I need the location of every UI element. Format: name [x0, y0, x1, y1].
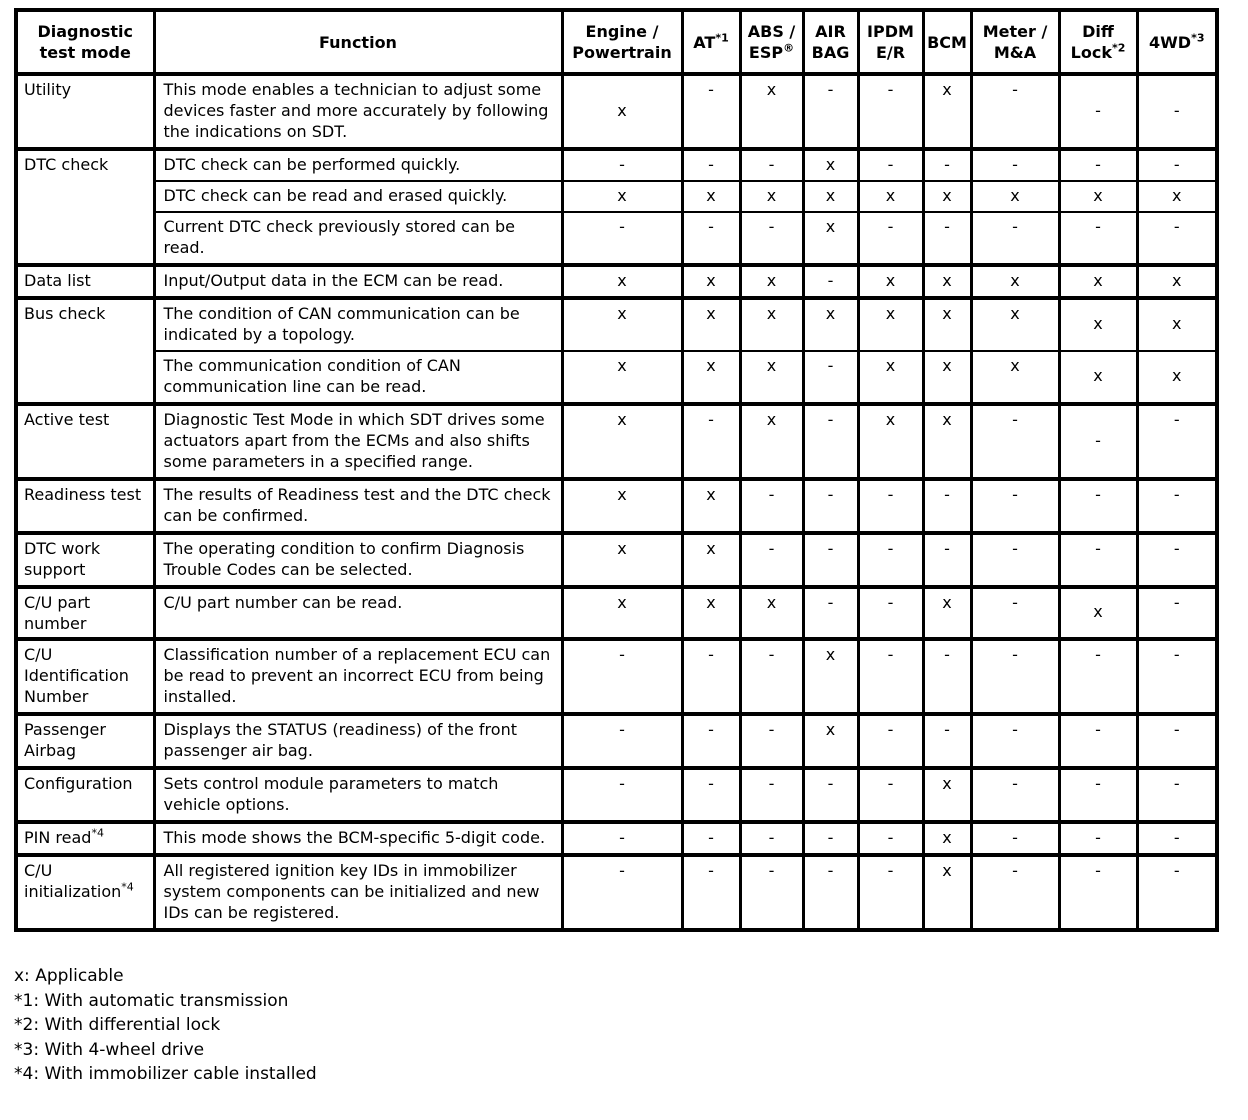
applicability-mark-cell: -: [971, 404, 1059, 479]
applicability-mark-cell: -: [682, 768, 740, 822]
function-cell: This mode shows the BCM-specific 5-digit code.: [154, 822, 562, 855]
applicability-mark-cell: -: [740, 822, 803, 855]
col-header-engine-powertrain: Engine / Powertrain: [562, 10, 682, 74]
applicability-mark-cell: x: [562, 479, 682, 533]
applicability-mark-cell: x: [1137, 181, 1217, 212]
applicability-mark-cell: x: [858, 265, 923, 298]
applicability-mark-cell: x: [923, 298, 971, 351]
applicability-mark-cell: x: [1137, 265, 1217, 298]
applicability-mark-cell: -: [858, 212, 923, 265]
applicability-mark-cell: x: [858, 298, 923, 351]
applicability-mark-cell: -: [971, 74, 1059, 149]
function-cell: The communication condition of CAN communication line can be read.: [154, 351, 562, 404]
mode-cell-configuration: Configuration: [16, 768, 154, 822]
applicability-mark-cell: x: [562, 533, 682, 587]
applicability-mark-cell: -: [1137, 768, 1217, 822]
applicability-mark-cell: -: [923, 714, 971, 768]
applicability-mark-cell: -: [803, 351, 858, 404]
col-header-diff-lock-2: Diff Lock$^{*2}$: [1059, 10, 1137, 74]
applicability-mark-cell: -: [682, 74, 740, 149]
applicability-mark-cell: -: [971, 587, 1059, 639]
col-header-air-bag: AIR BAG: [803, 10, 858, 74]
applicability-mark-cell: x: [740, 351, 803, 404]
applicability-mark-cell: -: [971, 639, 1059, 714]
mode-cell-c-u-identification-number: C/U Identification Number: [16, 639, 154, 714]
applicability-mark-cell: -: [858, 479, 923, 533]
col-header-function: Function: [154, 10, 562, 74]
applicability-mark-cell: -: [1137, 533, 1217, 587]
mode-cell-active-test: Active test: [16, 404, 154, 479]
applicability-mark-cell: x: [562, 298, 682, 351]
applicability-mark-cell: -: [562, 639, 682, 714]
applicability-mark-cell: -: [682, 404, 740, 479]
mode-cell-pin-read-4: PIN read$^{*4}$: [16, 822, 154, 855]
table-row: [16, 855, 1217, 930]
col-header-at-1: AT$^{*1}$: [682, 10, 740, 74]
header-row: [16, 10, 1217, 74]
table-row: [16, 639, 1217, 714]
applicability-mark-cell: -: [971, 149, 1059, 181]
applicability-mark-cell: -: [1137, 74, 1217, 149]
applicability-mark-cell: -: [1059, 714, 1137, 768]
applicability-mark-cell: -: [740, 212, 803, 265]
applicability-mark-cell: x: [1059, 265, 1137, 298]
applicability-mark-cell: -: [803, 404, 858, 479]
applicability-mark-cell: x: [803, 714, 858, 768]
legend: [14, 964, 1248, 1087]
legend-line-note2: *2: With differential lock: [14, 1015, 221, 1035]
applicability-mark-cell: -: [971, 855, 1059, 930]
applicability-mark-cell: -: [1137, 479, 1217, 533]
applicability-mark-cell: x: [682, 533, 740, 587]
applicability-mark-cell: -: [971, 533, 1059, 587]
applicability-mark-cell: x: [971, 265, 1059, 298]
applicability-mark-cell: -: [1137, 822, 1217, 855]
applicability-mark-cell: x: [562, 265, 682, 298]
applicability-mark-cell: -: [1059, 404, 1137, 479]
applicability-mark-cell: x: [562, 404, 682, 479]
applicability-mark-cell: -: [740, 714, 803, 768]
applicability-mark-cell: -: [1137, 855, 1217, 930]
applicability-mark-cell: x: [682, 265, 740, 298]
applicability-mark-cell: x: [803, 149, 858, 181]
applicability-mark-cell: -: [858, 822, 923, 855]
applicability-mark-cell: -: [803, 587, 858, 639]
applicability-mark-cell: x: [562, 351, 682, 404]
legend-line-applicable: x: Applicable: [14, 966, 124, 986]
function-cell: DTC check can be performed quickly.: [154, 149, 562, 181]
legend-line-note1: *1: With automatic transmission: [14, 990, 289, 1011]
function-cell: The operating condition to confirm Diagnosis Trouble Codes can be selected.: [154, 533, 562, 587]
table-row: [16, 404, 1217, 479]
applicability-mark-cell: -: [682, 149, 740, 181]
applicability-mark-cell: x: [923, 587, 971, 639]
applicability-mark-cell: -: [858, 855, 923, 930]
applicability-mark-cell: x: [923, 351, 971, 404]
mode-cell-dtc-check: DTC check: [16, 149, 154, 265]
applicability-mark-cell: x: [858, 181, 923, 212]
applicability-mark-cell: -: [740, 149, 803, 181]
diagnostic-test-mode-table: [14, 8, 1219, 932]
mode-cell-c-u-part-number: C/U part number: [16, 587, 154, 639]
applicability-mark-cell: -: [1059, 822, 1137, 855]
applicability-mark-cell: -: [1059, 533, 1137, 587]
applicability-mark-cell: -: [858, 587, 923, 639]
applicability-mark-cell: -: [562, 149, 682, 181]
applicability-mark-cell: x: [971, 181, 1059, 212]
table-row: [16, 351, 1217, 404]
col-header-ipdm-e-r: IPDM E/R: [858, 10, 923, 74]
applicability-mark-cell: -: [923, 533, 971, 587]
function-cell: This mode enables a technician to adjust some devices faster and more accurately by following the indications on SDT.: [154, 74, 562, 149]
applicability-mark-cell: x: [923, 74, 971, 149]
applicability-mark-cell: -: [740, 855, 803, 930]
applicability-mark-cell: -: [971, 479, 1059, 533]
applicability-mark-cell: -: [803, 822, 858, 855]
table-row: [16, 74, 1217, 149]
function-cell: C/U part number can be read.: [154, 587, 562, 639]
function-cell: Current DTC check previously stored can be read.: [154, 212, 562, 265]
legend-line-note4: *4: With immobilizer cable installed: [14, 1064, 317, 1084]
mode-cell-data-list: Data list: [16, 265, 154, 298]
function-cell: All registered ignition key IDs in immobilizer system components can be initialized and new IDs can be registered.: [154, 855, 562, 930]
table-row: [16, 149, 1217, 181]
applicability-mark-cell: -: [562, 822, 682, 855]
applicability-mark-cell: x: [971, 351, 1059, 404]
applicability-mark-cell: x: [803, 212, 858, 265]
applicability-mark-cell: -: [923, 212, 971, 265]
applicability-mark-cell: x: [562, 74, 682, 149]
table-row: [16, 587, 1217, 639]
applicability-mark-cell: x: [923, 265, 971, 298]
applicability-mark-cell: -: [1059, 639, 1137, 714]
table-row: [16, 533, 1217, 587]
mode-cell-c-u-initialization-4: C/U initialization$^{*4}$: [16, 855, 154, 930]
applicability-mark-cell: x: [740, 181, 803, 212]
applicability-mark-cell: x: [803, 298, 858, 351]
applicability-mark-cell: x: [562, 181, 682, 212]
applicability-mark-cell: -: [1059, 74, 1137, 149]
applicability-mark-cell: x: [1059, 351, 1137, 404]
mode-cell-dtc-work-support: DTC work support: [16, 533, 154, 587]
applicability-mark-cell: x: [682, 181, 740, 212]
applicability-mark-cell: -: [858, 639, 923, 714]
applicability-mark-cell: -: [923, 149, 971, 181]
applicability-mark-cell: x: [740, 587, 803, 639]
applicability-mark-cell: -: [803, 855, 858, 930]
table-row: [16, 768, 1217, 822]
applicability-mark-cell: -: [858, 768, 923, 822]
applicability-mark-cell: x: [562, 587, 682, 639]
applicability-mark-cell: x: [740, 298, 803, 351]
applicability-mark-cell: -: [923, 639, 971, 714]
applicability-mark-cell: x: [740, 74, 803, 149]
applicability-mark-cell: x: [923, 768, 971, 822]
mode-cell-passenger-airbag: Passenger Airbag: [16, 714, 154, 768]
applicability-mark-cell: -: [682, 855, 740, 930]
applicability-mark-cell: -: [803, 533, 858, 587]
table-row: [16, 181, 1217, 212]
applicability-mark-cell: -: [971, 714, 1059, 768]
mode-cell-readiness-test: Readiness test: [16, 479, 154, 533]
applicability-mark-cell: -: [858, 533, 923, 587]
table-body: [16, 74, 1217, 930]
applicability-mark-cell: -: [740, 768, 803, 822]
col-header-abs-esp: ABS / ESP®: [740, 10, 803, 74]
applicability-mark-cell: x: [1137, 298, 1217, 351]
function-cell: Diagnostic Test Mode in which SDT drives some actuators apart from the ECMs and also shifts some parameters in a specified range.: [154, 404, 562, 479]
function-cell: Sets control module parameters to match vehicle options.: [154, 768, 562, 822]
applicability-mark-cell: x: [971, 298, 1059, 351]
applicability-mark-cell: x: [1059, 587, 1137, 639]
applicability-mark-cell: x: [1059, 298, 1137, 351]
applicability-mark-cell: x: [1137, 351, 1217, 404]
applicability-mark-cell: -: [1059, 855, 1137, 930]
applicability-mark-cell: x: [923, 181, 971, 212]
applicability-mark-cell: -: [1059, 768, 1137, 822]
function-cell: Input/Output data in the ECM can be read.: [154, 265, 562, 298]
applicability-mark-cell: x: [923, 822, 971, 855]
col-header-bcm: BCM: [923, 10, 971, 74]
applicability-mark-cell: -: [682, 714, 740, 768]
applicability-mark-cell: -: [971, 768, 1059, 822]
applicability-mark-cell: -: [971, 822, 1059, 855]
applicability-mark-cell: -: [858, 149, 923, 181]
applicability-mark-cell: -: [562, 212, 682, 265]
applicability-mark-cell: x: [682, 298, 740, 351]
col-header-diagnostic-test-mode: Diagnostic test mode: [16, 10, 154, 74]
applicability-mark-cell: x: [1059, 181, 1137, 212]
applicability-mark-cell: -: [803, 74, 858, 149]
applicability-mark-cell: x: [682, 351, 740, 404]
col-header-4wd-3: 4WD$^{*3}$: [1137, 10, 1217, 74]
applicability-mark-cell: -: [1137, 404, 1217, 479]
applicability-mark-cell: x: [682, 587, 740, 639]
applicability-mark-cell: -: [1137, 714, 1217, 768]
applicability-mark-cell: x: [858, 404, 923, 479]
applicability-mark-cell: -: [803, 265, 858, 298]
applicability-mark-cell: -: [1059, 212, 1137, 265]
applicability-mark-cell: -: [562, 855, 682, 930]
applicability-mark-cell: -: [1137, 212, 1217, 265]
function-cell: The condition of CAN communication can be indicated by a topology.: [154, 298, 562, 351]
applicability-mark-cell: -: [803, 768, 858, 822]
applicability-mark-cell: -: [682, 212, 740, 265]
applicability-mark-cell: -: [740, 479, 803, 533]
col-header-meter-m-a: Meter / M&A: [971, 10, 1059, 74]
applicability-mark-cell: -: [1059, 479, 1137, 533]
table-row: [16, 298, 1217, 351]
applicability-mark-cell: -: [1137, 639, 1217, 714]
applicability-mark-cell: -: [562, 768, 682, 822]
applicability-mark-cell: x: [740, 265, 803, 298]
applicability-mark-cell: x: [923, 855, 971, 930]
applicability-mark-cell: x: [923, 404, 971, 479]
applicability-mark-cell: -: [971, 212, 1059, 265]
applicability-mark-cell: -: [740, 533, 803, 587]
applicability-mark-cell: x: [803, 639, 858, 714]
applicability-mark-cell: x: [740, 404, 803, 479]
applicability-mark-cell: -: [740, 639, 803, 714]
applicability-mark-cell: -: [803, 479, 858, 533]
function-cell: DTC check can be read and erased quickly.: [154, 181, 562, 212]
table-row: [16, 822, 1217, 855]
table-row: [16, 714, 1217, 768]
applicability-mark-cell: x: [858, 351, 923, 404]
mode-cell-utility: Utility: [16, 74, 154, 149]
table-row: [16, 479, 1217, 533]
table-row: [16, 212, 1217, 265]
table-row: [16, 265, 1217, 298]
applicability-mark-cell: x: [682, 479, 740, 533]
applicability-mark-cell: -: [923, 479, 971, 533]
applicability-mark-cell: -: [562, 714, 682, 768]
applicability-mark-cell: -: [1137, 587, 1217, 639]
applicability-mark-cell: -: [1137, 149, 1217, 181]
applicability-mark-cell: -: [682, 639, 740, 714]
function-cell: Classification number of a replacement ECU can be read to prevent an incorrect ECU from being installed.: [154, 639, 562, 714]
applicability-mark-cell: -: [682, 822, 740, 855]
function-cell: Displays the STATUS (readiness) of the front passenger air bag.: [154, 714, 562, 768]
mode-cell-bus-check: Bus check: [16, 298, 154, 404]
applicability-mark-cell: x: [803, 181, 858, 212]
legend-line-note3: *3: With 4-wheel drive: [14, 1039, 205, 1060]
applicability-mark-cell: -: [858, 74, 923, 149]
applicability-mark-cell: -: [1059, 149, 1137, 181]
applicability-mark-cell: -: [858, 714, 923, 768]
function-cell: The results of Readiness test and the DTC check can be confirmed.: [154, 479, 562, 533]
